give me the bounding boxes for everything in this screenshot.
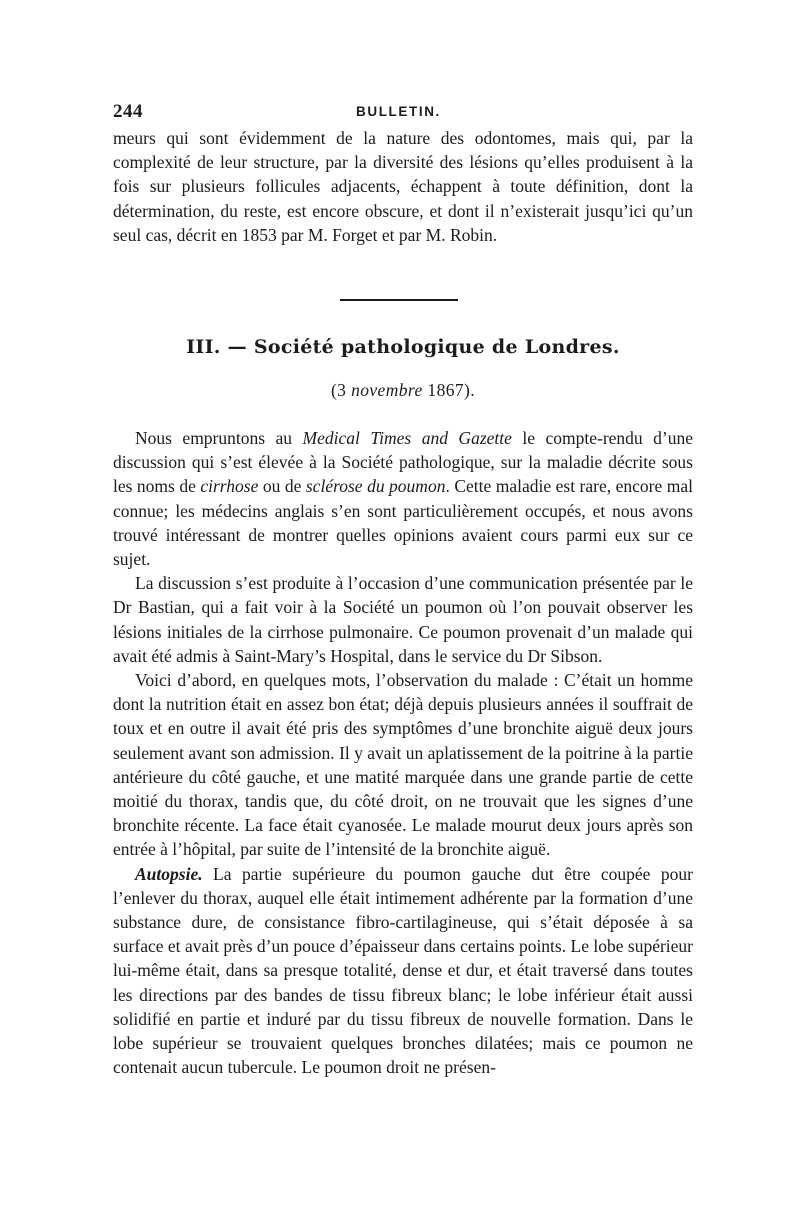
autopsie-label: Autopsie. xyxy=(135,863,203,884)
running-head: BULLETIN. xyxy=(356,104,441,119)
date-close: 1867). xyxy=(422,380,476,400)
intro-paragraph-block xyxy=(113,126,693,247)
article-body xyxy=(113,426,693,1079)
page-number: 244 xyxy=(113,101,143,122)
p1-journal-title: Medical Times and Gazette xyxy=(302,428,512,448)
paragraph-3: Voici d’abord, en quelques mots, l’observation du malade : C’était un homme dont la nutrition était en assez bon état; déjà depuis plusieurs années il souffrait de toux et en outre il avait été pris des symptômes d’une bronchite aiguë deux jours seulement avant son admission. Il y avait un aplatissement de la poitrine à la partie antérieure du côté gauche, et une matité marquée dans une grande partie de cette moitié du thorax, tandis que, du côté droit, on ne trouvait que les signes d’une bronchite récente. La face était cyanosée. Le malade mourut deux jours après son entrée à l’hôpital, par suite de l’intensité de la bronchite aiguë. xyxy=(113,670,693,860)
p1-text-4: . Cette maladie est rare, encore mal connue; les médecins anglais s’en sont particulièrement occupés, et nous avons trouvé intéressant de montrer quelles opinions avaient cours parmi eux sur ce sujet. xyxy=(113,476,693,570)
p1-term-sclerose: sclérose du poumon xyxy=(305,476,446,497)
p1-text-3: ou de xyxy=(258,476,306,497)
intro-paragraph: meurs qui sont évidemment de la nature des odontomes, mais qui, par la complexité de leur structure, par la diversité des lésions qu’elles produisent à la fois sur plusieurs follicules adjacents, échappent à toute définition, dont la détermination, du reste, est encore obscure, et dont il n’existerait jusqu’ici qu’un seul cas, décrit en 1853 par M. Forget et par M. Robin. xyxy=(113,128,693,245)
paragraph-2: La discussion s’est produite à l’occasion d’une communication présentée par le Dr Bastian, qui a fait voir à la Société un poumon où l’on pouvait observer les lésions initiales de la cirrhose pulmonaire. Ce poumon provenait d’un malade qui avait été admis à Saint-Mary’s Hospital, dans le service du Dr Sibson. xyxy=(113,573,693,666)
paragraph-4 xyxy=(113,862,693,1080)
section-divider xyxy=(340,299,458,301)
p1-term-cirrhose: cirrhose xyxy=(200,476,259,497)
section-heading: III. — Société pathologique de Londres. xyxy=(186,336,620,358)
date-month: novembre xyxy=(351,380,423,400)
p1-text-1: Nous empruntons au xyxy=(135,428,303,448)
p1-text-2: le compte-rendu d’une discussion qui s’est élevée à la Société pathologique, sur la maladie décrite sous les noms de xyxy=(113,428,693,497)
paragraph-1 xyxy=(113,426,693,571)
date-open: (3 xyxy=(330,380,352,400)
page-header xyxy=(113,101,693,125)
p4-text: La partie supérieure du poumon gauche dut être coupée pour l’enlever du thorax, auquel elle était intimement adhérente par la formation d’une substance dure, de consistance fibro-cartilagineuse, qui s’était déposée à sa surface et avait près d’un pouce d’épaisseur dans certains points. Le lobe supérieur lui-même était, dans sa presque totalité, dense et dur, et était traversé dans toutes les directions par des bandes de tissu fibreux blanc; le lobe inférieur était aussi solidifié en partie et induré par du tissu fibreux de nouvelle formation. Dans le lobe supérieur se trouvaient quelques bronches dilatées; mais ce poumon ne contenait aucun tubercule. Le poumon droit ne présen- xyxy=(113,863,693,1078)
section-date xyxy=(113,380,693,401)
